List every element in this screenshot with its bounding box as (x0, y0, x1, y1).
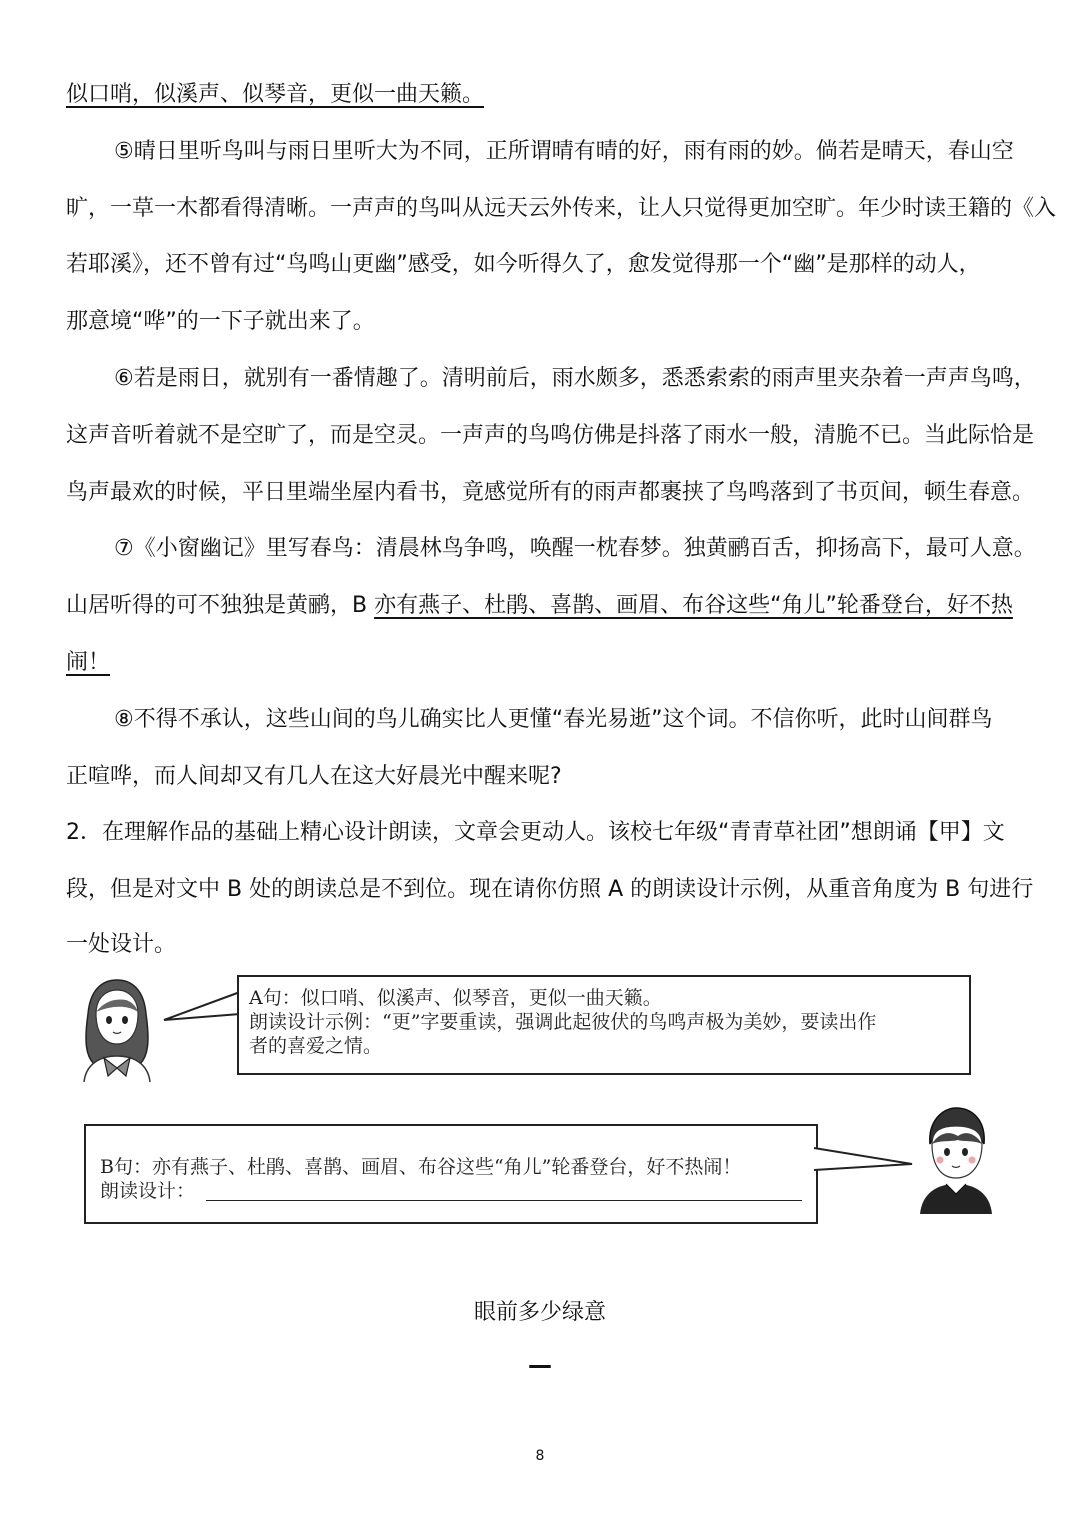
question-2-line: 2．在理解作品的基础上精心设计朗读，文章会更动人。该校七年级“青青草社团”想朗诵【甲】文 (66, 820, 1005, 845)
bubble-b-line: B句：亦有燕子、杜鹃、喜鹊、画眉、布谷这些“角儿”轮番登台，好不热闹！ (100, 1156, 742, 1178)
boy-avatar-icon (914, 1100, 998, 1216)
reading-design-label: 朗读设计： (100, 1180, 196, 1202)
speech-pointer-b (812, 1140, 916, 1180)
paragraph-8-line: ⑧不得不承认，这些山间的鸟儿确实比人更懂“春光易逝”这个词。不信你听，此时山间群鸟 (114, 707, 993, 732)
speech-pointer-a (160, 990, 242, 1030)
page-number: 8 (535, 1448, 545, 1464)
paragraph-6-line: ⑥若是雨日，就别有一番情趣了。清明前后，雨水颇多，悉悉索索的雨声里夹杂着一声声鸟鸣， (114, 366, 1036, 391)
speech-bubble-b (84, 1124, 818, 1224)
answer-blank-line[interactable] (206, 1200, 802, 1201)
footer-dash: — (528, 1351, 552, 1379)
paragraph-7-line: 闹！ (66, 650, 111, 675)
paragraph-7-line: ⑦《小窗幽记》里写春鸟：清晨林鸟争鸣，唤醒一枕春梦。独黄鹂百舌，抑扬高下，最可人意。 (114, 536, 1036, 561)
bubble-a-line: 朗读设计示例：“更”字要重读，强调此起彼伏的鸟鸣声极为美妙，要读出作 (249, 1011, 877, 1033)
paragraph-5-line: 若耶溪》，还不曾有过“鸟鸣山更幽”感受，如今听得久了，愈发觉得那一个“幽”是那样的动人， (66, 252, 981, 277)
footer-title: 眼前多少绿意 (473, 1300, 606, 1325)
question-2-line: 一处设计。 (66, 932, 177, 957)
bubble-a-line: A句：似口哨、似溪声、似琴音，更似一曲天籁。 (249, 987, 662, 1009)
speech-bubble-a (237, 975, 971, 1075)
text-line: 似口哨，似溪声、似琴音，更似一曲天籁。 (66, 82, 485, 107)
paragraph-8-line: 正喧哗，而人间却又有几人在这大好晨光中醒来呢? (66, 764, 562, 789)
paragraph-5-line: 那意境“哗”的一下子就出来了。 (66, 309, 375, 334)
paragraph-6-line: 鸟声最欢的时候，平日里端坐屋内看书，竟感觉所有的雨声都裹挟了鸟鸣落到了书页间，顿生春意。 (66, 480, 1035, 505)
paragraph-7-text: 山居听得的可不独独是黄鹂，B (66, 593, 375, 618)
sentence-b-underlined: 亦有燕子、杜鹃、喜鹊、画眉、布谷这些“角儿”轮番登台，好不热 (374, 593, 1013, 618)
paragraph-7-line (66, 591, 1013, 621)
bubble-a-line: 者的喜爱之情。 (249, 1035, 383, 1057)
paragraph-5-line: 旷，一草一木都看得清晰。一声声的鸟叫从远天云外传来，让人只觉得更加空旷。年少时读王籍的《入 (66, 196, 1057, 221)
question-2-line: 段，但是对文中 B 处的朗读总是不到位。现在请你仿照 A 的朗读设计示例，从重音角度为 B 句进行 (66, 877, 1034, 902)
paragraph-6-line: 这声音听着就不是空旷了，而是空灵。一声声的鸟鸣仿佛是抖落了雨水一般，清脆不已。当此际恰是 (66, 423, 1035, 448)
paragraph-5-line: ⑤晴日里听鸟叫与雨日里听大为不同，正所谓晴有晴的好，雨有雨的妙。倘若是晴天，春山空 (114, 139, 1014, 164)
girl-avatar-icon (74, 972, 160, 1084)
